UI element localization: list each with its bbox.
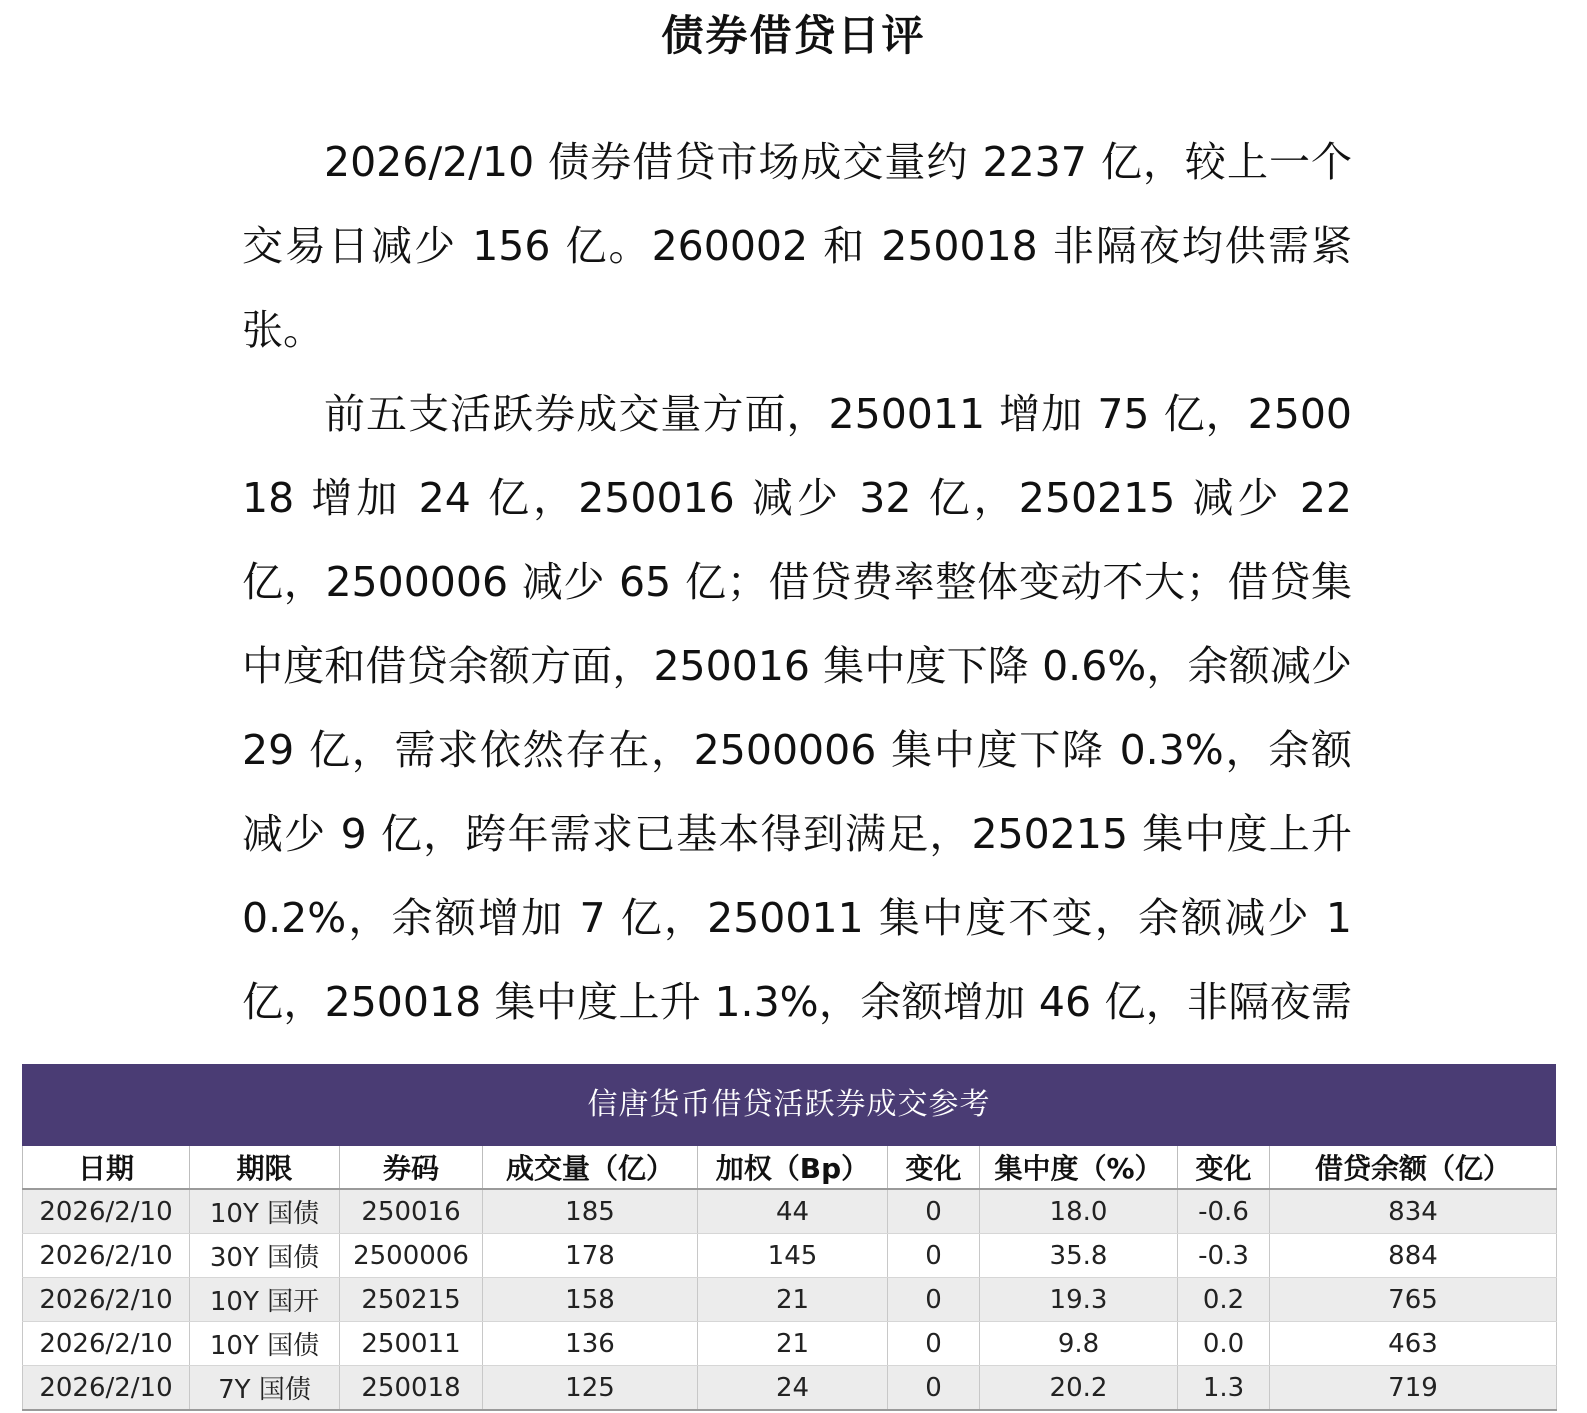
article-body: [242, 120, 1352, 1128]
cell-concentration: 18.0: [980, 1189, 1178, 1234]
cell-concentration-change: -0.3: [1178, 1234, 1270, 1278]
cell-bond-code: 250011: [340, 1322, 483, 1366]
header-date: 日期: [23, 1146, 190, 1189]
cell-concentration: 9.8: [980, 1322, 1178, 1366]
cell-date: 2026/2/10: [23, 1322, 190, 1366]
cell-term: 30Y 国债: [190, 1234, 340, 1278]
table-header-row: [23, 1146, 1557, 1189]
table-row: [23, 1234, 1557, 1278]
paragraph-details: 前五支活跃券成交量方面，250011 增加 75 亿，250018 增加 24 亿，250016 减少 32 亿，250215 减少 22 亿，2500006 减少 65 亿；借贷费率整体变动不大；借贷集中度和借贷余额方面，250016 集中度下降 0.6%，余额减少 29 亿，需求依然存在，2500006 集中度下降 0.3%，余额减少 9 亿，跨年需求已基本得到满足，250215 集中度上升 0.2%，余额增加 7 亿，250011 集中度不变，余额减少 1 亿，250018 集中度上升 1.3%，余额增加 46 亿，非隔夜需: [242, 390, 1352, 1026]
cell-volume: 185: [483, 1189, 698, 1234]
cell-bond-code: 250016: [340, 1189, 483, 1234]
cell-volume: 125: [483, 1366, 698, 1411]
cell-concentration-change: 0.0: [1178, 1322, 1270, 1366]
cell-bond-code: 250215: [340, 1278, 483, 1322]
page-title: 债券借贷日评: [661, 11, 926, 60]
cell-concentration: 35.8: [980, 1234, 1178, 1278]
cell-concentration-change: -0.6: [1178, 1189, 1270, 1234]
header-rate-change: 变化: [888, 1146, 980, 1189]
cell-balance: 884: [1270, 1234, 1557, 1278]
cell-balance: 765: [1270, 1278, 1557, 1322]
cell-weighted-rate: 24: [698, 1366, 888, 1411]
active-bonds-table: [22, 1064, 1556, 1411]
header-balance: 借贷余额（亿）: [1270, 1146, 1557, 1189]
cell-rate-change: 0: [888, 1189, 980, 1234]
cell-balance: 463: [1270, 1322, 1557, 1366]
header-bond-code: 券码: [340, 1146, 483, 1189]
cell-bond-code: 250018: [340, 1366, 483, 1411]
cell-term: 7Y 国债: [190, 1366, 340, 1411]
table-title: 信唐货币借贷活跃券成交参考: [22, 1064, 1556, 1146]
cell-date: 2026/2/10: [23, 1189, 190, 1234]
cell-term: 10Y 国债: [190, 1189, 340, 1234]
cell-date: 2026/2/10: [23, 1234, 190, 1278]
header-term: 期限: [190, 1146, 340, 1189]
cell-weighted-rate: 44: [698, 1189, 888, 1234]
cell-balance: 719: [1270, 1366, 1557, 1411]
cell-volume: 136: [483, 1322, 698, 1366]
header-concentration: 集中度（%）: [980, 1146, 1178, 1189]
cell-rate-change: 0: [888, 1366, 980, 1411]
cell-concentration-change: 1.3: [1178, 1366, 1270, 1411]
cell-rate-change: 0: [888, 1278, 980, 1322]
cell-term: 10Y 国开: [190, 1278, 340, 1322]
cell-volume: 178: [483, 1234, 698, 1278]
data-table: [22, 1146, 1557, 1411]
cell-rate-change: 0: [888, 1234, 980, 1278]
table-row: [23, 1278, 1557, 1322]
cell-weighted-rate: 21: [698, 1278, 888, 1322]
cell-rate-change: 0: [888, 1322, 980, 1366]
cell-volume: 158: [483, 1278, 698, 1322]
cell-term: 10Y 国债: [190, 1322, 340, 1366]
cell-bond-code: 2500006: [340, 1234, 483, 1278]
cell-weighted-rate: 145: [698, 1234, 888, 1278]
paragraph-summary: 2026/2/10 债券借贷市场成交量约 2237 亿，较上一个交易日减少 156 亿。260002 和 250018 非隔夜均供需紧张。: [242, 138, 1352, 354]
cell-concentration: 20.2: [980, 1366, 1178, 1411]
header-weighted-rate: 加权（Bp）: [698, 1146, 888, 1189]
cell-balance: 834: [1270, 1189, 1557, 1234]
cell-weighted-rate: 21: [698, 1322, 888, 1366]
table-row: [23, 1366, 1557, 1411]
header-concentration-change: 变化: [1178, 1146, 1270, 1189]
table-row: [23, 1322, 1557, 1366]
header-volume: 成交量（亿）: [483, 1146, 698, 1189]
cell-date: 2026/2/10: [23, 1278, 190, 1322]
cell-concentration-change: 0.2: [1178, 1278, 1270, 1322]
table-row: [23, 1189, 1557, 1234]
cell-date: 2026/2/10: [23, 1366, 190, 1411]
cell-concentration: 19.3: [980, 1278, 1178, 1322]
